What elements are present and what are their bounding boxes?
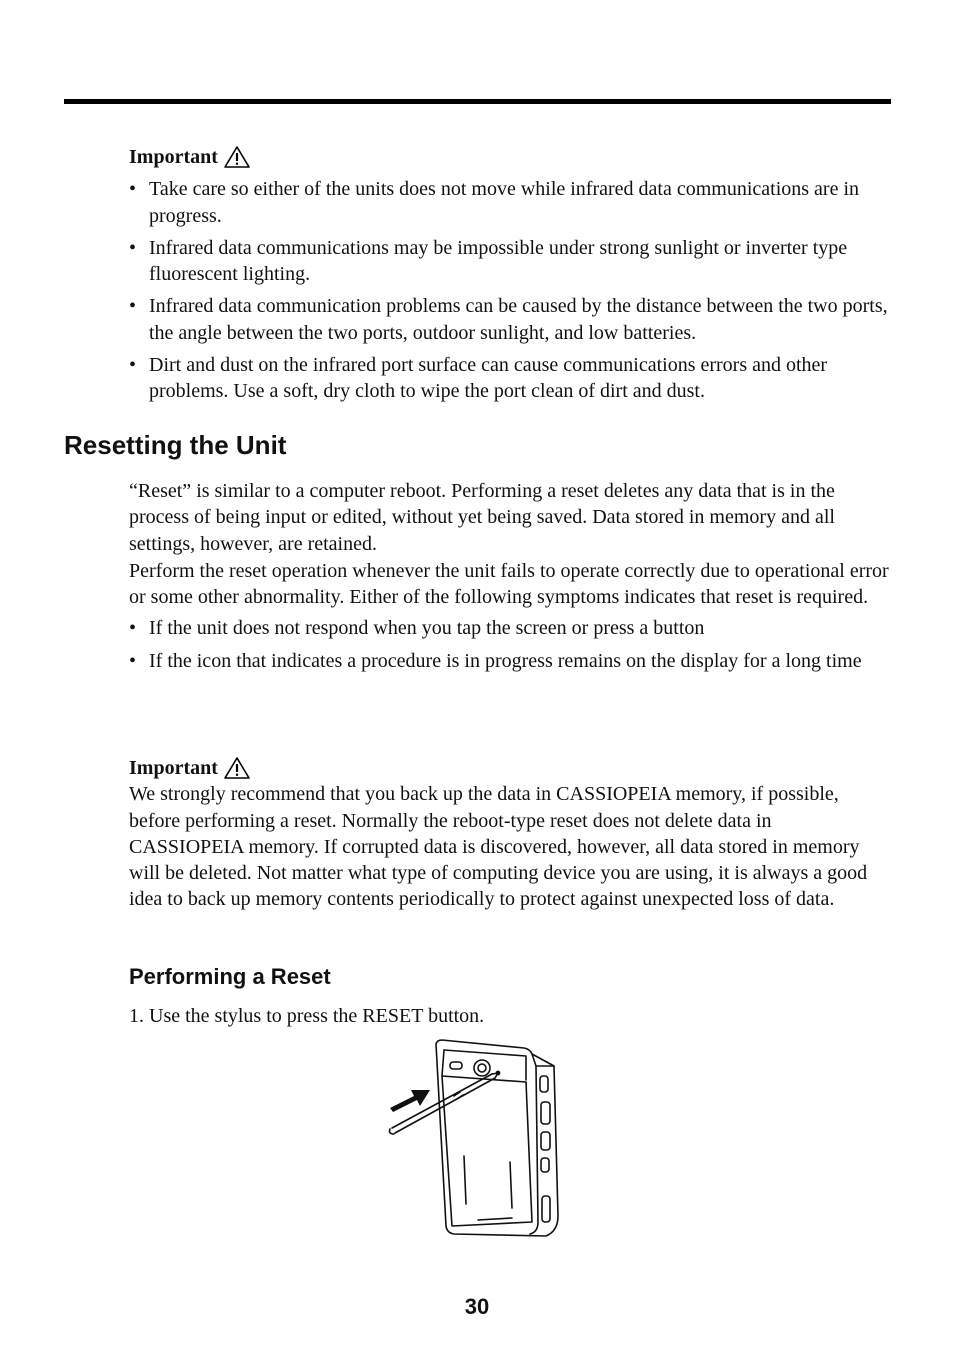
list-item: • Infrared data communications may be impossible under strong sunlight or inverter type fluorescent lighting. (129, 235, 889, 288)
important-label: Important (129, 146, 218, 168)
list-item: • Infrared data communication problems can be caused by the distance between the two ports, the angle between the two ports, outdoor sunlight, and low batteries. (129, 293, 889, 346)
important-heading-2 (129, 755, 889, 781)
header-rule (64, 99, 891, 104)
device-stylus-reset-illustration (384, 1036, 574, 1244)
list-item: • Take care so either of the units does not move while infrared data communications are in progress. (129, 176, 889, 229)
important-block-1 (129, 144, 889, 411)
list-item: • If the icon that indicates a procedure is in progress remains on the display for a long time (129, 648, 889, 674)
reset-symptom-list (129, 615, 889, 674)
important-text-2: We strongly recommend that you back up the data in CASSIOPEIA memory, if possible, before performing a reset. Normally the reboot-type reset does not delete data in CASSIOPEIA memory. If corrupted data is discovered, however, all data stored in memory will be deleted. Not matter what type of computing device you are using, it is always a good idea to back up memory contents periodically to protect against unexpected loss of data. (129, 783, 868, 911)
warning-triangle-icon (224, 146, 250, 168)
subsection-title: Performing a Reset (129, 964, 331, 989)
important-block-2 (129, 755, 889, 913)
step-1: 1. Use the stylus to press the RESET button. (129, 1005, 485, 1027)
page-number: 30 (464, 1294, 490, 1319)
important-list-1 (129, 176, 889, 404)
section-title: Resetting the Unit (64, 430, 287, 460)
reset-section-body (129, 478, 889, 680)
reset-paragraph-1: “Reset” is similar to a computer reboot. Performing a reset deletes any data that is in the process of being input or edited, without yet being saved. Data stored in memory and all settings, however, are retained. (129, 480, 835, 555)
important-heading-1 (129, 144, 889, 170)
list-item: • Dirt and dust on the infrared port surface can cause communications errors and other problems. Use a soft, dry cloth to wipe the port clean of dirt and dust. (129, 352, 889, 405)
reset-paragraph-2: Perform the reset operation whenever the unit fails to operate correctly due to operational error or some other abnormality. Either of the following symptoms indicates that reset is required. (129, 559, 889, 609)
important-label: Important (129, 757, 218, 779)
warning-triangle-icon (224, 757, 250, 779)
list-item: • If the unit does not respond when you tap the screen or press a button (129, 615, 889, 641)
